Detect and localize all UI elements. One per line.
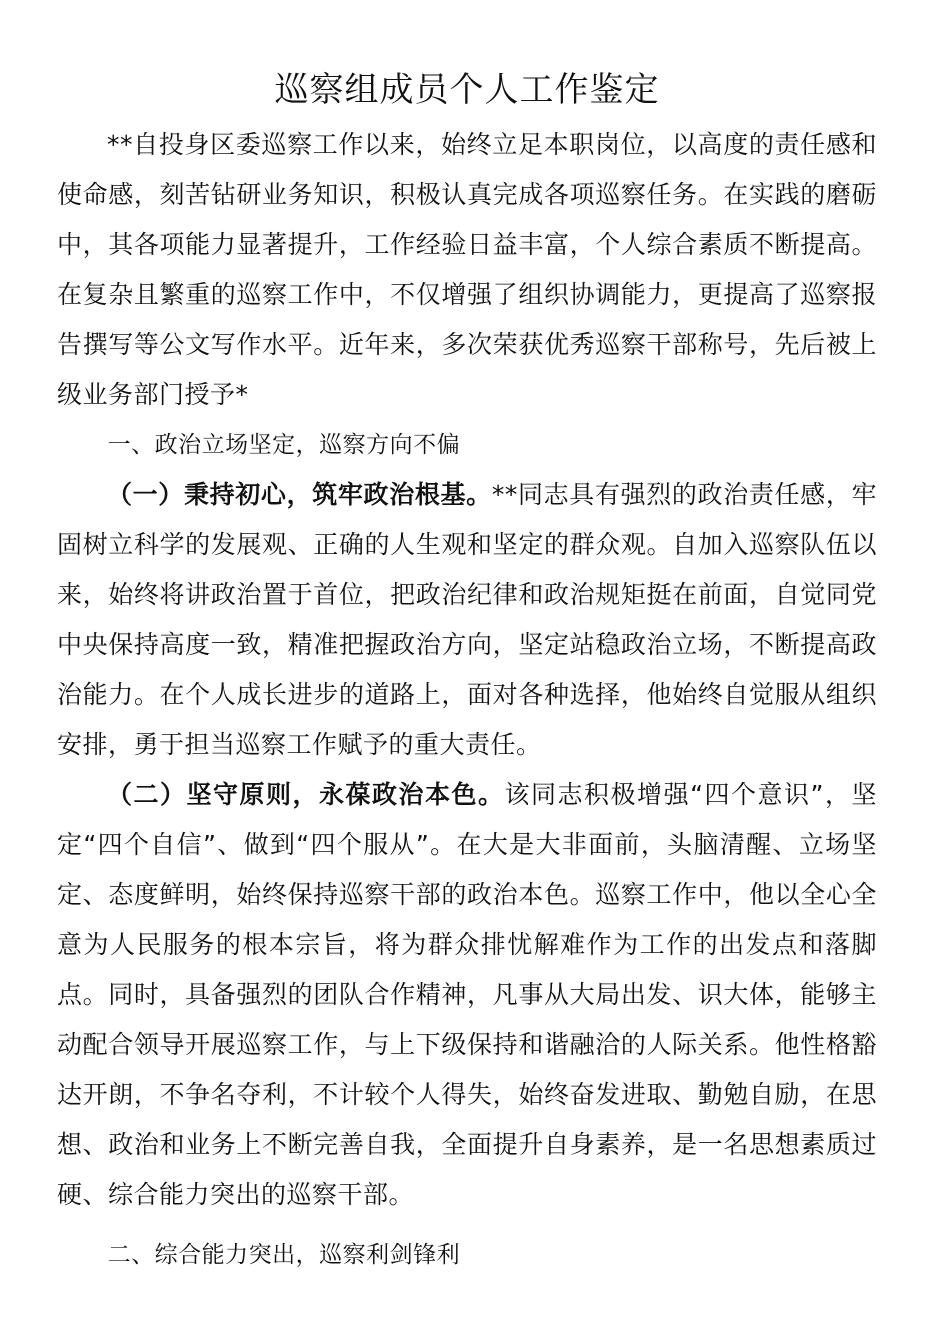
section-1-sub-2-paragraph (57, 770, 877, 1220)
section-1-sub-1-paragraph (57, 470, 877, 770)
document-page (57, 64, 877, 1280)
intro-paragraph: **自投身区委巡察工作以来，始终立足本职岗位，以高度的责任感和使命感，刻苦钻研业务知识，积极认真完成各项巡察任务。在实践的磨砺中，其各项能力显著提升，工作经验日益丰富，个人综合素质不断提高。在复杂且繁重的巡察工作中，不仅增强了组织协调能力，更提高了巡察报告撰写等公文写作水平。近年来，多次荣获优秀巡察干部称号，先后被上级业务部门授予* (57, 130, 877, 409)
section-1-heading: 一、政治立场坚定，巡察方向不偏 (107, 432, 461, 458)
section-1-sub-1-label: （一）秉持初心，筑牢政治根基。 (107, 480, 492, 509)
document-title: 巡察组成员个人工作鉴定 (274, 70, 660, 110)
section-2-heading: 二、综合能力突出，巡察利剑锋利 (107, 1242, 461, 1268)
section-1-sub-2-label: （二）坚守原则，永葆政治本色。 (107, 780, 505, 809)
section-1-sub-1-text: **同志具有强烈的政治责任感，牢固树立科学的发展观、正确的人生观和坚定的群众观。自加入巡察队伍以来，始终将讲政治置于首位，把政治纪律和政治规矩挺在前面，自觉同党中央保持高度一致，精准把握政治方向，坚定站稳政治立场，不断提高政治能力。在个人成长进步的道路上，面对各种选择，他始终自觉服从组织安排，勇于担当巡察工作赋予的重大责任。 (57, 480, 877, 759)
section-1-sub-2-text: 该同志积极增强“四个意识”，坚定“四个自信”、做到“四个服从”。在大是大非面前，头脑清醒、立场坚定、态度鲜明，始终保持巡察干部的政治本色。巡察工作中，他以全心全意为人民服务的根本宗旨，将为群众排忧解难作为工作的出发点和落脚点。同时，具备强烈的团队合作精神，凡事从大局出发、识大体，能够主动配合领导开展巡察工作，与上下级保持和谐融洽的人际关系。他性格豁达开朗，不争名夺利，不计较个人得失，始终奋发进取、勤勉自励，在思想、政治和业务上不断完善自我，全面提升自身素养，是一名思想素质过硬、综合能力突出的巡察干部。 (57, 780, 877, 1209)
